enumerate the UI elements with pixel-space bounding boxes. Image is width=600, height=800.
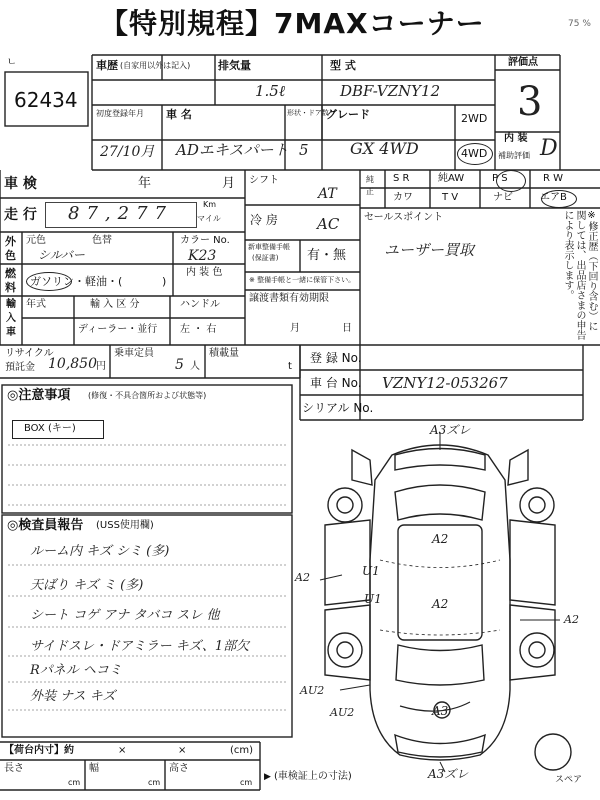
transfer-month: 月 [290, 323, 300, 334]
recycle-sublabel: 預託金 [5, 362, 35, 373]
damage-label: A3ズレ [430, 423, 471, 437]
corner-mark: ㄴ [7, 57, 17, 68]
notes-subtitle: (修復・不具合箇所および状態等) [88, 391, 207, 400]
history-label: 車歴 [96, 59, 118, 72]
spare-label: スペア [555, 775, 583, 785]
manual-label: 新車整備手帳 [248, 243, 290, 251]
import-side-2: 入 [6, 313, 16, 324]
displacement-label: 排気量 [218, 59, 251, 72]
drive-2wd: 2WD [461, 112, 488, 125]
equip-ps: P S [492, 173, 508, 184]
interior-color-label: 内 装 色 [186, 267, 223, 278]
equip-rw: R W [543, 173, 564, 184]
inspector-subtitle: (USS使用欄) [96, 520, 154, 531]
damage-label: A2 [564, 613, 579, 626]
doors-label: 形状・ドア数 [287, 109, 329, 117]
damage-label: AU2 [330, 706, 355, 719]
color-change-label: 色替 [92, 235, 112, 246]
name-label: 車 名 [166, 108, 192, 121]
zoom-indicator: 75 % [568, 19, 591, 29]
color-code-value: K23 [188, 248, 217, 264]
orig-color-label: 元色 [26, 235, 46, 246]
transfer-label: 譲渡書類有効期限 [249, 293, 329, 304]
page-title: 【特別規程】7MAXコーナー [100, 7, 485, 40]
inspector-line: 天ばり キズ ミ (多) [30, 578, 144, 593]
damage-label: U1 [362, 564, 380, 578]
manual-sublabel: (保証書) [252, 254, 279, 262]
ac-label: 冷 房 [250, 213, 278, 227]
history-note: (自家用以外は記入) [120, 61, 191, 70]
manual-note: ※ 整備手帳と一緒に保管下さい。 [249, 276, 356, 284]
damage-label: A2 [295, 571, 310, 584]
sales-point-label: セールスポイント [364, 212, 444, 223]
score-value: 3 [517, 79, 543, 125]
handle-options: 左 ・ 右 [180, 324, 217, 335]
transfer-day: 日 [342, 323, 352, 334]
inspector-line: Rパネル ヘコミ [30, 663, 122, 678]
equip-airbag: エアB [540, 192, 567, 203]
km-label: Km [203, 200, 217, 209]
sales-point-value: ユーザー買取 [384, 241, 475, 259]
recycle-yen: 円 [96, 361, 106, 372]
capacity-label: 乗車定員 [114, 348, 154, 359]
cargo-cm: (cm) [230, 745, 254, 756]
damage-label: A3 [432, 704, 449, 718]
color-side-1: 外 [5, 235, 16, 248]
height-label: 高さ [169, 763, 189, 774]
recycle-label: リサイクル [5, 348, 54, 359]
interior-sublabel: 補助評価 [498, 151, 530, 160]
capacity-unit: 人 [190, 361, 200, 372]
length-label: 長さ [4, 763, 24, 774]
recycle-amount: 10,850 [48, 356, 97, 372]
import-side-3: 車 [6, 327, 16, 338]
import-year-label: 年式 [26, 299, 46, 310]
fuel-options: ガソリン・軽油・( [30, 275, 123, 288]
equip-leather: カワ [393, 192, 413, 203]
equip-sr: S R [393, 173, 410, 184]
capacity-value: 5 [175, 357, 184, 373]
load-unit: t [288, 361, 292, 372]
damage-label: U1 [364, 592, 382, 606]
score-label: 評価点 [508, 57, 538, 68]
width-cm: cm [148, 778, 161, 787]
fuel-side-2: 料 [5, 281, 16, 294]
damage-label: A3ズレ [428, 767, 469, 781]
drive-4wd: 4WD [461, 147, 488, 160]
length-cm: cm [68, 778, 81, 787]
model-label: 型 式 [330, 59, 356, 72]
damage-label: A2 [432, 532, 449, 546]
load-label: 積載量 [209, 348, 239, 359]
shaken-month: 月 [222, 176, 236, 191]
manual-value: 有・無 [307, 248, 347, 263]
dimensions-note: (車検証上の寸法) [274, 771, 352, 782]
import-side-1: 輸 [6, 299, 16, 310]
shaken-label: 車 検 [4, 176, 37, 192]
damage-label: A2 [432, 597, 449, 611]
side-note: ※修正歴（下回り含む）に関しては、出品店さまの申告により表示します。 [562, 210, 597, 340]
color-side-2: 色 [5, 249, 16, 262]
footer-arrow-icon: ▶ [264, 772, 271, 782]
serial-label: シリアル No. [302, 401, 374, 415]
cargo-x-1: × [118, 745, 127, 756]
equip-tv: T V [442, 192, 459, 203]
shift-label: シフト [249, 175, 279, 186]
ac-value: AC [317, 215, 340, 233]
fuel-options-close: ) [162, 275, 167, 288]
mile-label: マイル [197, 214, 221, 223]
width-label: 幅 [89, 763, 99, 774]
color-code-label: カラー No. [180, 235, 230, 246]
first-reg-label: 初度登録年月 [96, 109, 144, 118]
cargo-label: 【荷台内寸】約 [4, 745, 74, 756]
mileage-label: 走 行 [4, 207, 37, 223]
grade-label: グレード [326, 108, 370, 121]
grade-value: GX 4WD [350, 139, 419, 158]
model-value: DBF-VZNY12 [340, 82, 441, 100]
first-reg-value: 27/10月 [100, 144, 155, 160]
equipment-side-label: 純正 [366, 175, 374, 196]
shaken-year: 年 [138, 176, 152, 191]
inspector-title: ◎検査員報告 [7, 518, 84, 533]
name-value: ADエキスパート [176, 141, 289, 159]
shift-value: AT [318, 186, 337, 202]
chassis-label: 車 台 No. [310, 376, 362, 390]
fuel-side-1: 燃 [5, 267, 16, 280]
reg-label: 登 録 No. [310, 351, 362, 365]
chassis-value: VZNY12-053267 [382, 374, 508, 392]
equip-navi: ナビ [493, 192, 513, 203]
lot-number: 62434 [14, 88, 78, 112]
handle-label: ハンドル [180, 299, 220, 310]
height-cm: cm [240, 778, 253, 787]
interior-value: D [540, 136, 558, 161]
inspector-line: シート コゲ アナ タバコ スレ 他 [30, 608, 220, 623]
import-category-label: 輸 入 区 分 [90, 299, 140, 310]
inspector-line: 外装 ナス キズ [30, 689, 116, 704]
mileage-value: 87,277 [68, 203, 173, 224]
box-note: BOX (キー) [24, 423, 76, 434]
cargo-x-2: × [178, 745, 187, 756]
displacement-value: 1.5ℓ [255, 82, 286, 100]
equip-aw: 純AW [438, 173, 465, 184]
color-value: シルバー [38, 248, 85, 262]
inspector-line: サイドスレ・ドアミラー キズ、1部欠 [30, 639, 250, 654]
doors-value: 5 [299, 141, 309, 159]
damage-label: AU2 [300, 684, 325, 697]
inspector-line: ルーム内 キズ シミ (多) [30, 544, 170, 559]
interior-label: 内 装 [504, 133, 528, 144]
import-category-options: ディーラー・並行 [78, 324, 158, 335]
notes-title: ◎注意事項 [7, 388, 71, 403]
